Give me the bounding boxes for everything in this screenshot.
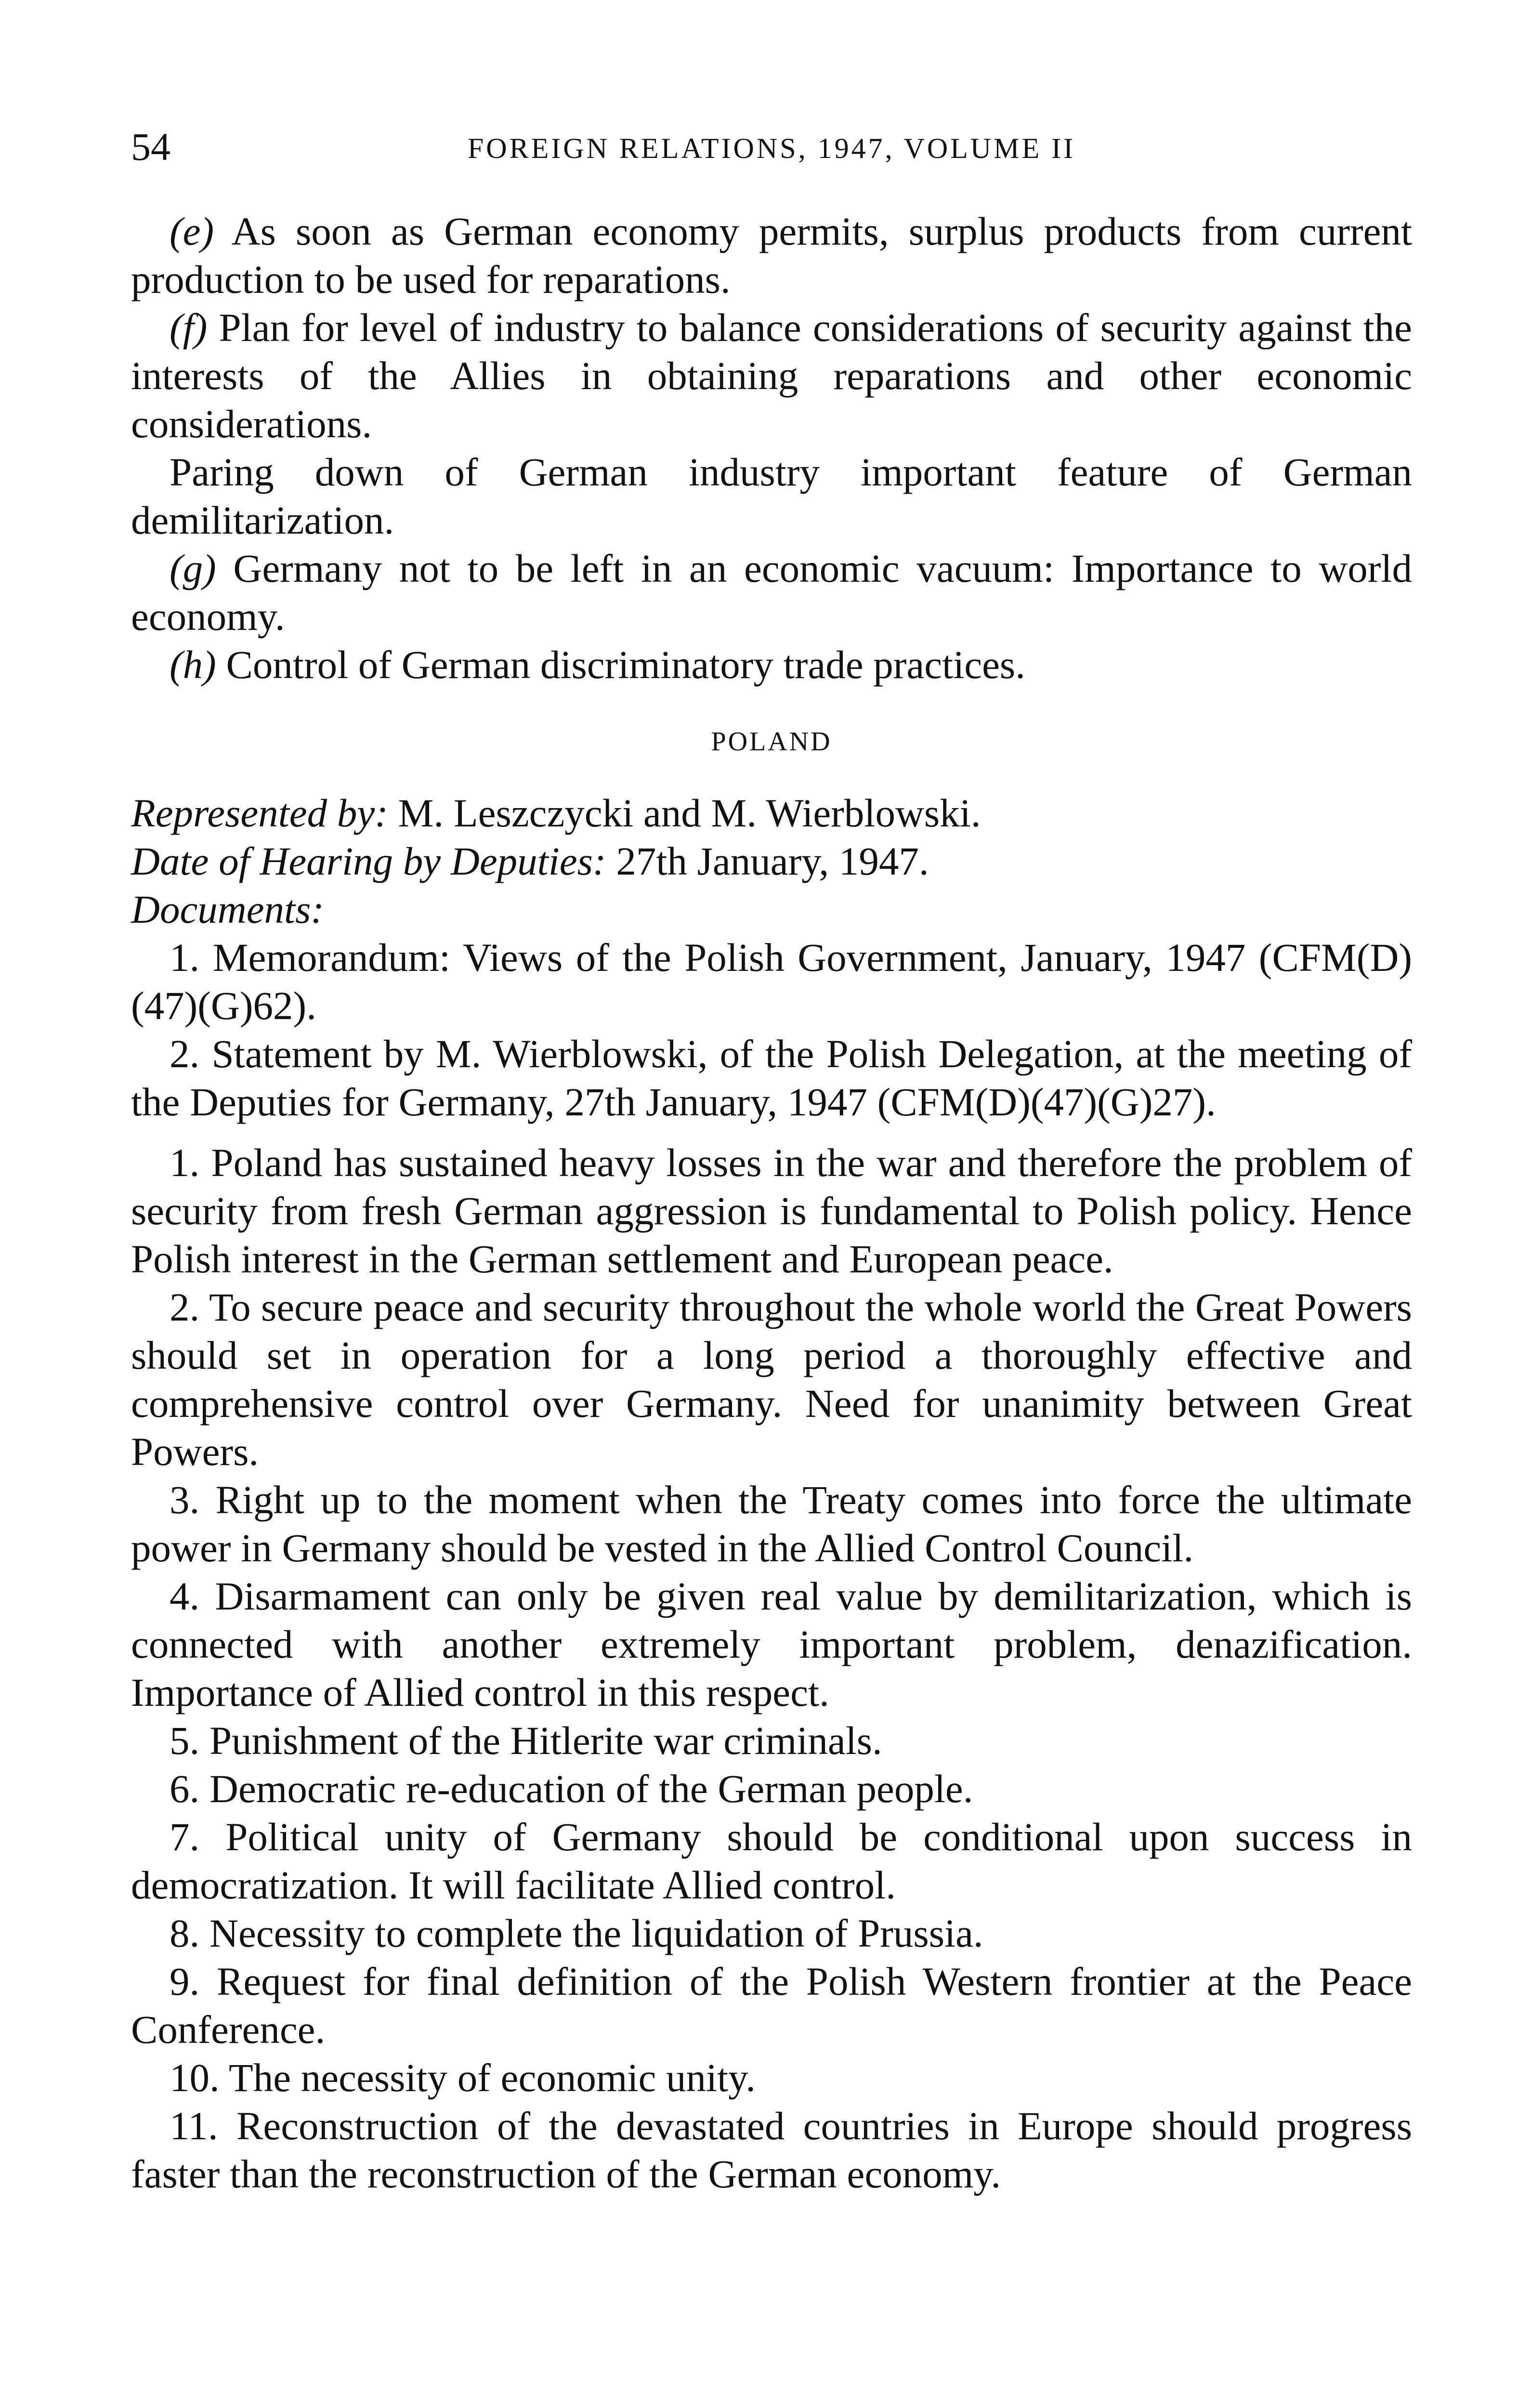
clause-g	[131, 544, 1412, 641]
clause-label: (g)	[170, 546, 216, 590]
hearing-date-label: Date of Hearing by Deputies:	[131, 839, 606, 883]
document-item: 2. Statement by M. Wierblowski, of the Polish Delegation, at the meeting of the Deputies for Germany, 27th January, 1947 (CFM(D)(47)(G)27).	[131, 1032, 1412, 1124]
point-item: 5. Punishment of the Hitlerite war criminals.	[170, 1718, 882, 1763]
clause-text: Plan for level of industry to balance considerations of security against the interests of the Allies in obtaining reparations and other economic considerations.	[131, 305, 1412, 446]
documents-heading	[131, 885, 1412, 933]
represented-by	[131, 789, 1412, 837]
clause-text: Germany not to be left in an economic vacuum: Importance to world economy.	[131, 546, 1412, 639]
point-item: 2. To secure peace and security throughout the whole world the Great Powers should set in operation for a long period a thoroughly effective and comprehensive control over Germany. Need for unanimity between Great Powers.	[131, 1285, 1412, 1474]
clause-label: (h)	[170, 642, 216, 687]
clause-text: Paring down of German industry important feature of German demilitarization.	[131, 450, 1412, 542]
clause-label: (f)	[170, 305, 208, 350]
document-item: 1. Memorandum: Views of the Polish Government, January, 1947 (CFM(D)(47)(G)62).	[131, 935, 1412, 1028]
clause-e	[131, 207, 1412, 303]
points-list	[131, 1139, 1412, 2198]
point-item: 1. Poland has sustained heavy losses in the war and therefore the problem of security from fresh German aggression is fundamental to Polish policy. Hence Polish interest in the German settlement and European peace.	[131, 1140, 1412, 1281]
point-item: 3. Right up to the moment when the Treaty comes into force the ultimate power in Germany should be vested in the Allied Control Council.	[131, 1478, 1412, 1570]
clause-h	[131, 641, 1412, 689]
running-head: FOREIGN RELATIONS, 1947, VOLUME II	[467, 132, 1076, 164]
represented-value: M. Leszczycki and M. Wierblowski.	[398, 791, 981, 835]
clause-f	[131, 303, 1412, 448]
clause-text: Control of German discriminatory trade practices.	[226, 642, 1025, 687]
documents-label: Documents:	[131, 887, 325, 931]
point-item: 8. Necessity to complete the liquidation of Prussia.	[170, 1911, 983, 1955]
point-item: 7. Political unity of Germany should be conditional upon success in democratization. It will facilitate Allied control.	[131, 1815, 1412, 1907]
text-block	[131, 207, 1412, 2198]
point-item: 11. Reconstruction of the devastated countries in Europe should progress faster than the reconstruction of the German economy.	[131, 2104, 1412, 2196]
represented-label: Represented by:	[131, 791, 388, 835]
page-header	[131, 120, 1412, 173]
documents-list	[131, 933, 1412, 1126]
section-title: POLAND	[711, 727, 832, 757]
clause-text: As soon as German economy permits, surplus products from current production to be used for reparations.	[131, 209, 1412, 301]
point-item: 10. The necessity of economic unity.	[170, 2055, 756, 2100]
section-spacer	[131, 1126, 1412, 1139]
hearing-date	[131, 837, 1412, 885]
point-item: 9. Request for final definition of the Polish Western frontier at the Peace Conference.	[131, 1959, 1412, 2052]
hearing-date-value: 27th January, 1947.	[616, 839, 929, 883]
page-number: 54	[131, 125, 170, 169]
point-item: 6. Democratic re-education of the German people.	[170, 1767, 973, 1811]
clause-paring-down	[131, 448, 1412, 544]
clause-label: (e)	[170, 209, 214, 253]
point-item: 4. Disarmament can only be given real value by demilitarization, which is connected with another extremely important problem, denazification. Importance of Allied control in this respect.	[131, 1574, 1412, 1714]
